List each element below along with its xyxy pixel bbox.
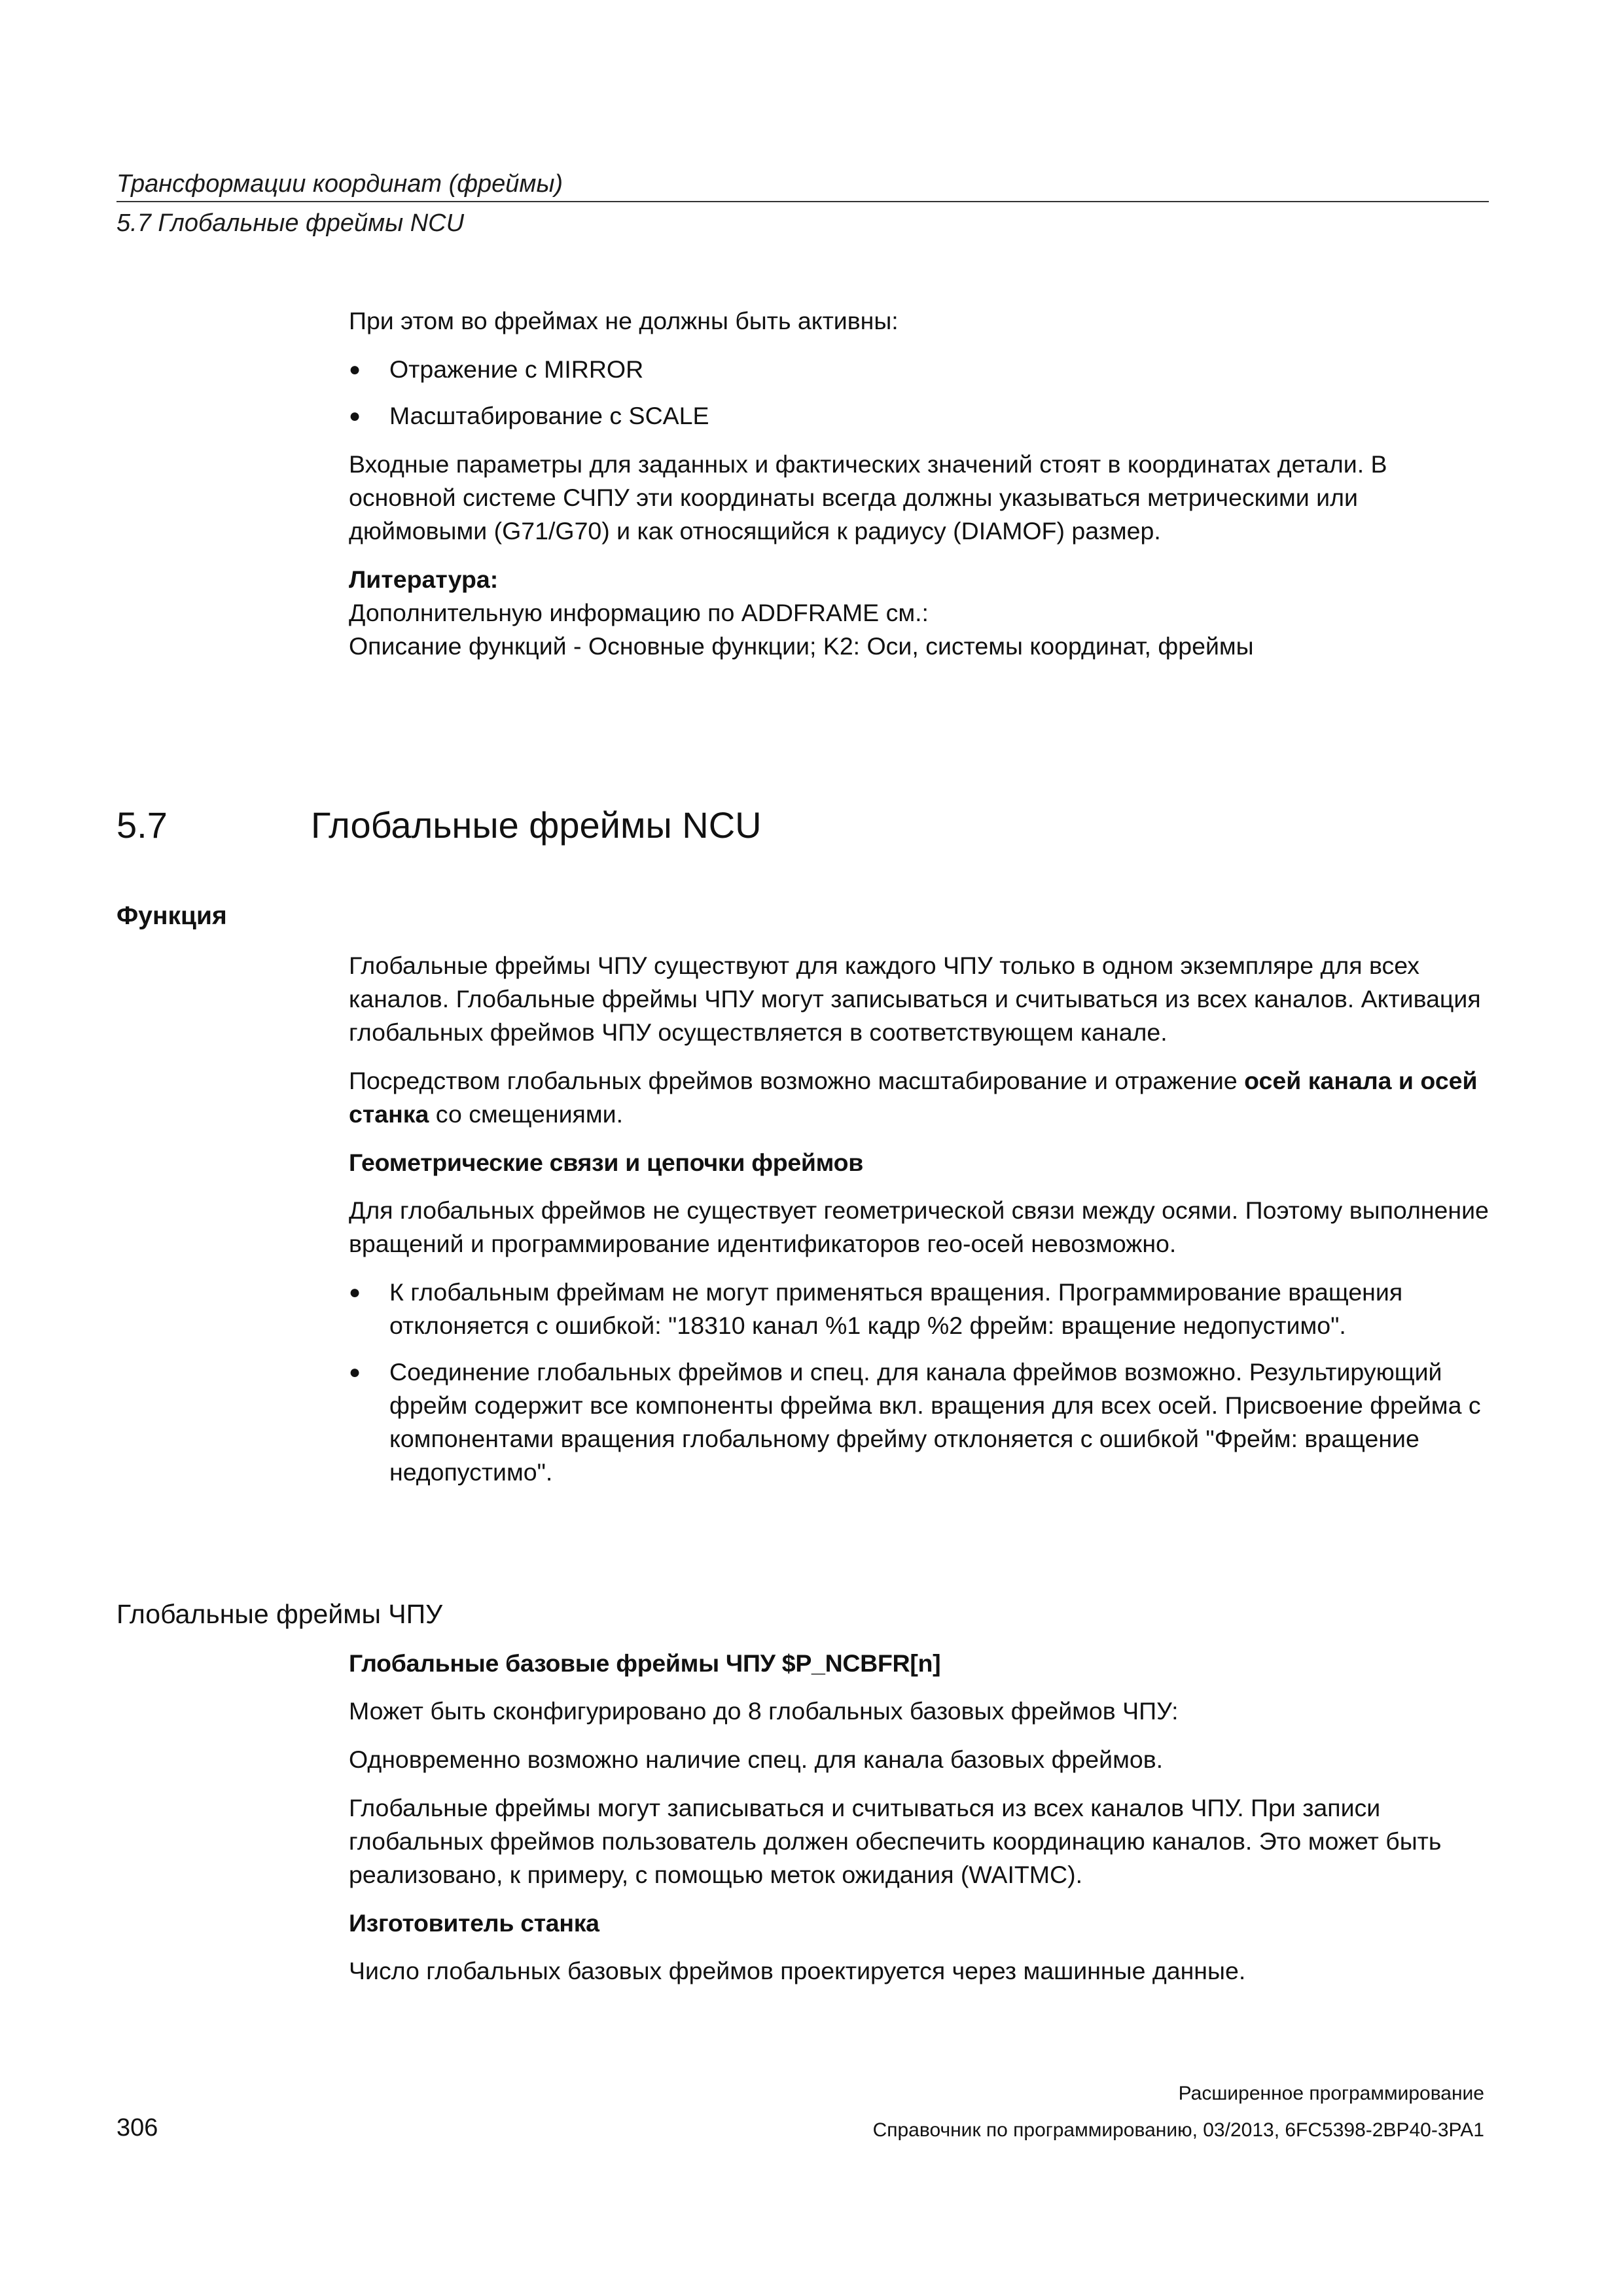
bullet-icon: ● [349, 359, 361, 380]
list-item: ● Соединение глобальных фреймов и спец. для канала фреймов возможно. Результирующий фрейм содержит все компоненты фрейма вкл. вращения для всех осей. Присвоение фрейма с компонентами вращения глобальному фрейму отклоняется с ошибкой "Фрейм: вращение недопустимо". [349, 1355, 1491, 1489]
geo-heading: Геометрические связи и цепочки фреймов [349, 1149, 863, 1176]
bullet-icon: ● [349, 1361, 361, 1383]
list-item: ● Масштабирование с SCALE [349, 399, 1491, 433]
running-header-chapter: Трансформации координат (фреймы) [116, 170, 563, 198]
global-paragraph-1: Может быть сконфигурировано до 8 глобальных базовых фреймов ЧПУ: [349, 1697, 1179, 1725]
function-paragraph-1: Глобальные фреймы ЧПУ существуют для каждого ЧПУ только в одном экземпляре для всех каналов. Глобальные фреймы ЧПУ могут записываться и считываться из всех каналов. Активация глобальных фреймов ЧПУ осуществляется в соответствующем канале. [349, 952, 1481, 1046]
global-frames-block [349, 1647, 1491, 2003]
geo-bullet-list [349, 1276, 1491, 1489]
bullet-icon: ● [349, 405, 361, 427]
section-number: 5.7 [116, 804, 168, 846]
intro-lead: При этом во фреймах не должны быть активны: [349, 307, 899, 334]
literature-line-1: Дополнительную информацию по ADDFRAME см.: [349, 599, 929, 626]
running-header-section: 5.7 Глобальные фреймы NCU [116, 209, 465, 237]
list-item: ● К глобальным фреймам не могут применяться вращения. Программирование вращения отклоняется с ошибкой: "18310 канал %1 кадр %2 фрейм: вращение недопустимо". [349, 1276, 1491, 1342]
global-paragraph-3: Глобальные фреймы могут записываться и считываться из всех каналов ЧПУ. При записи глобальных фреймов пользователь должен обеспечить координацию каналов. Это может быть реализовано, к примеру, с помощью меток ожидания (WAITMC). [349, 1794, 1442, 1888]
intro-block [349, 304, 1491, 663]
footer-reference: Справочник по программированию, 03/2013, 6FC5398-2BP40-3PA1 [872, 2119, 1484, 2141]
global-paragraph-4: Число глобальных базовых фреймов проектируется через машинные данные. [349, 1957, 1246, 1984]
function-block [349, 949, 1491, 1504]
global-paragraph-2: Одновременно возможно наличие спец. для канала базовых фреймов. [349, 1746, 1164, 1773]
page-number: 306 [116, 2114, 158, 2142]
global-base-frames-subheading: Глобальные базовые фреймы ЧПУ $P_NCBFR[n] [349, 1649, 941, 1677]
literature-line-2: Описание функций - Основные функции; K2: Оси, системы координат, фреймы [349, 632, 1254, 660]
bullet-icon: ● [349, 1282, 361, 1303]
footer-title: Расширенное программирование [1178, 2083, 1484, 2104]
list-item: ● Отражение с MIRROR [349, 353, 1491, 386]
literature-title: Литература: [349, 565, 499, 593]
intro-bullet-list [349, 353, 1491, 433]
geo-paragraph: Для глобальных фреймов не существует геометрической связи между осями. Поэтому выполнение вращений и программирование идентификаторов гео-осей невозможно. [349, 1196, 1489, 1257]
intro-paragraph: Входные параметры для заданных и фактических значений стоят в координатах детали. В основной системе СЧПУ эти координаты всегда должны указываться метрическими или дюймовыми (G71/G70) и как относящийся к радиусу (DIAMOF) размер. [349, 450, 1387, 545]
global-frames-heading: Глобальные фреймы ЧПУ [116, 1599, 443, 1629]
section-title: Глобальные фреймы NCU [311, 804, 762, 846]
header-rule [116, 201, 1489, 202]
machine-manufacturer-subheading: Изготовитель станка [349, 1909, 599, 1937]
function-paragraph-2: Посредством глобальных фреймов возможно масштабирование и отражение осей канала и осей станка со смещениями. [349, 1067, 1478, 1128]
function-heading: Функция [116, 902, 227, 930]
